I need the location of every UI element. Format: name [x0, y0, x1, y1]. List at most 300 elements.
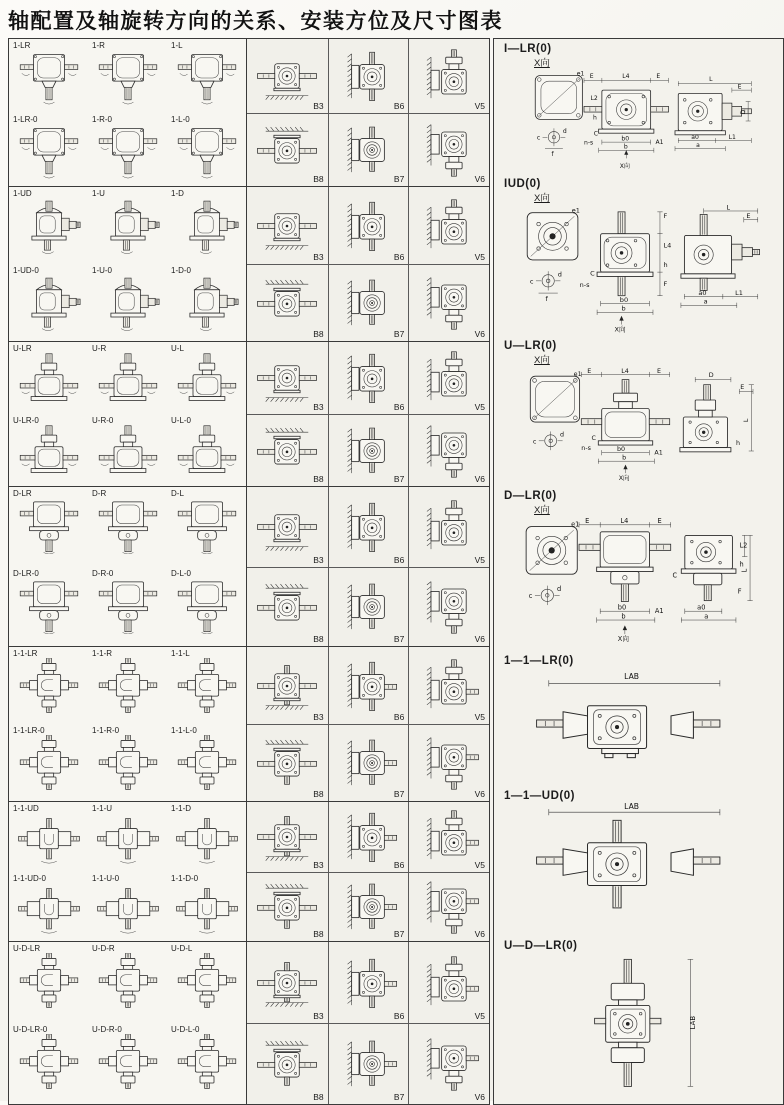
view-direction-label: X向 [534, 505, 550, 516]
config-label: U-R [92, 344, 107, 353]
config-label: 1-D-0 [171, 266, 192, 275]
gearbox-four-way-horizontal-icon [13, 813, 85, 869]
config-label: 1-LR [13, 41, 31, 50]
mounting-position-icon [414, 1037, 484, 1091]
dim-label: E [737, 83, 742, 91]
mounting-cell [328, 872, 409, 942]
config-cell [88, 872, 167, 942]
panel-title: U—D—LR(0) [504, 940, 578, 952]
mount-b8-ceiling-icon [252, 736, 322, 790]
gearbox-unit-icon [92, 198, 164, 254]
mounting-cell [247, 39, 328, 113]
shaft-config-block [9, 187, 246, 341]
gearbox-unit-icon [92, 735, 164, 791]
dim-label: L2 [739, 541, 748, 550]
mounting-label: B3 [313, 554, 324, 565]
dim-label: h [663, 260, 668, 269]
config-cell [167, 39, 246, 113]
mount-v5-wall-icon [414, 659, 484, 713]
page-title: 轴配置及轴旋转方向的关系、安装方位及尺寸图表 [8, 10, 503, 33]
config-cell [167, 187, 246, 264]
gearbox-unit-icon [92, 353, 164, 409]
mounting-label: B3 [313, 100, 324, 111]
mounting-position-icon [252, 1037, 322, 1091]
gearbox-top-lr-down-icon [13, 50, 85, 106]
config-cell [167, 942, 246, 1023]
gearbox-unit-icon [13, 735, 85, 791]
config-cell [9, 187, 88, 264]
dim-label: L4 [621, 366, 629, 375]
mounting-position-icon [333, 1037, 403, 1091]
gearbox-down-lr-icon [13, 578, 85, 634]
dim-label: E [656, 72, 661, 80]
mounting-label: B6 [393, 1011, 405, 1021]
gearbox-unit-icon [171, 275, 243, 331]
gearbox-down-lr-icon [13, 498, 85, 554]
mounting-position-icon [252, 49, 322, 103]
config-cell [88, 113, 167, 187]
mounting-position-icon [252, 199, 322, 253]
mounting-block [246, 647, 489, 801]
mounting-cell [247, 647, 328, 724]
gearbox-unit-icon [92, 50, 164, 106]
gearbox-unit-icon [171, 813, 243, 869]
config-label: 1-U [92, 189, 105, 198]
config-group-row [9, 801, 489, 941]
panel-title: D—LR(0) [504, 490, 557, 502]
dim-label: D [708, 371, 714, 380]
gearbox-four-way-horizontal-icon [171, 883, 243, 939]
dim-label: d [557, 270, 562, 279]
config-cell [167, 113, 246, 187]
dim-label: b [623, 143, 628, 151]
mount-b3-floor-icon [252, 500, 322, 554]
mount-b6-wall-icon [333, 199, 403, 253]
gearbox-unit-icon [92, 578, 164, 634]
mounting-position-icon [333, 500, 403, 554]
config-label: D-R-0 [92, 568, 114, 578]
config-cell [167, 414, 246, 486]
mount-v6-wall-icon [414, 123, 484, 177]
gearbox-top-lr-down-icon [171, 50, 243, 106]
mount-v5-wall-icon [414, 351, 484, 405]
gearbox-unit-icon [171, 498, 243, 554]
gearbox-unit-icon [171, 883, 243, 939]
config-cell [167, 342, 246, 414]
mounting-cell [408, 647, 489, 724]
config-label: 1-UD [13, 189, 32, 198]
config-label: 1-1-D [171, 804, 192, 813]
mounting-label: B7 [393, 474, 405, 484]
mount-b7-wall-icon [333, 276, 403, 330]
dimension-drawing [504, 516, 781, 650]
mounting-label: B3 [313, 859, 324, 870]
dim-label: E [746, 211, 751, 220]
mounting-label: B6 [393, 554, 405, 565]
mount-b3-floor-icon [252, 659, 322, 713]
dim-label: d [556, 584, 562, 593]
config-label: U-D-R [92, 944, 115, 953]
gearbox-side-right-icon [171, 275, 243, 331]
mounting-position-icon [333, 351, 403, 405]
mount-v6-wall-icon [414, 424, 484, 478]
mounting-cell [408, 113, 489, 187]
mounting-position-icon [414, 880, 484, 934]
gearbox-down-lr-icon [92, 498, 164, 554]
mounting-label: B8 [313, 929, 324, 939]
dim-label: A1 [655, 138, 664, 146]
gearbox-unit-icon [171, 353, 243, 409]
dimension-drawing [504, 667, 781, 785]
config-label: 1-1-LR [13, 649, 38, 658]
mounting-label: V6 [474, 174, 485, 184]
config-group-row [9, 341, 489, 486]
dimension-scene [504, 802, 781, 935]
diagram-board [8, 38, 784, 1105]
config-cell [167, 647, 246, 724]
panel-title: 1—1—UD(0) [504, 790, 575, 802]
config-cell [9, 264, 88, 341]
gearbox-four-way-vertical-icon [171, 1034, 243, 1090]
mounting-cell [247, 1023, 328, 1104]
dim-label: e1 [573, 370, 582, 379]
dim-label: a [703, 297, 708, 306]
mount-v6-wall-icon [414, 276, 484, 330]
mount-v5-wall-icon [414, 49, 484, 103]
config-cell [9, 1023, 88, 1104]
dim-label: f [551, 150, 554, 158]
mounting-label: B8 [313, 474, 324, 484]
mounting-label: B8 [313, 789, 324, 799]
mounting-cell [328, 264, 409, 341]
dim-label: b0 [617, 445, 626, 453]
config-cell [88, 39, 167, 113]
mounting-cell [408, 487, 489, 567]
mount-v6-wall-icon [414, 580, 484, 634]
mounting-position-icon [252, 580, 322, 634]
mounting-cell [408, 187, 489, 264]
mounting-label: V5 [474, 100, 485, 111]
dim-label: c [532, 437, 537, 446]
mounting-cell [247, 113, 328, 187]
dimension-drawing [504, 204, 781, 335]
mount-b8-ceiling-icon [252, 880, 322, 934]
gearbox-four-way-horizontal-icon [13, 883, 85, 939]
panel-title: IUD(0) [504, 178, 541, 190]
config-label: 1-LR-0 [13, 114, 38, 124]
gearbox-unit-icon [13, 353, 85, 409]
dim-label: b0 [617, 603, 627, 612]
dimension-panel [494, 936, 783, 1104]
mounting-label: B3 [313, 712, 324, 722]
mounting-position-icon [414, 810, 484, 864]
mount-v5-wall-icon [414, 956, 484, 1010]
mounting-cell [328, 724, 409, 801]
mounting-block [246, 942, 489, 1104]
mounting-position-icon [333, 956, 403, 1010]
gearbox-side-right-icon [13, 198, 85, 254]
mount-b8-ceiling-icon [252, 123, 322, 177]
mount-b8-ceiling-icon [252, 1037, 322, 1091]
mount-b3-floor-icon [252, 199, 322, 253]
config-label: D-L-0 [171, 568, 192, 578]
config-label: U-L-0 [171, 416, 192, 425]
dim-label: X向 [619, 163, 630, 171]
gearbox-side-right-icon [13, 275, 85, 331]
mounting-label: V5 [474, 1011, 485, 1021]
mounting-position-icon [252, 956, 322, 1010]
mounting-cell [328, 113, 409, 187]
mounting-block [246, 342, 489, 486]
config-group-row [9, 39, 489, 186]
config-label: U-LR [13, 344, 32, 353]
config-cell [167, 872, 246, 942]
dim-label: X向 [618, 473, 630, 482]
dimension-panel [494, 786, 783, 936]
dimension-drawing [504, 69, 781, 173]
mounting-cell [247, 802, 328, 872]
shaft-config-block [9, 487, 246, 646]
mounting-label: V5 [474, 252, 485, 262]
config-cell [167, 802, 246, 872]
mounting-cell [247, 872, 328, 942]
gearbox-four-way-vertical-icon [13, 1034, 85, 1090]
mount-b3-floor-icon [252, 49, 322, 103]
mounting-position-icon [252, 810, 322, 864]
mounting-position-icon [333, 424, 403, 478]
shaft-config-block [9, 942, 246, 1104]
config-cell [88, 802, 167, 872]
config-label: 1-UD-0 [13, 266, 39, 275]
mounting-position-icon [333, 736, 403, 790]
config-label: U-L [171, 344, 184, 353]
mounting-label: B6 [393, 252, 405, 262]
dim-label: n-s [584, 139, 594, 147]
mounting-position-icon [333, 810, 403, 864]
config-cell [9, 724, 88, 801]
config-label: 1-1-U-0 [92, 873, 120, 883]
dimension-scene [504, 204, 781, 335]
mount-v6-wall-icon [414, 880, 484, 934]
config-label: 1-R [92, 41, 105, 50]
dimension-drawing [504, 952, 781, 1103]
mount-b8-ceiling-icon [252, 276, 322, 330]
config-cell [167, 724, 246, 801]
mounting-label: B6 [393, 712, 405, 722]
config-cell [9, 39, 88, 113]
mounting-label: B7 [393, 329, 405, 339]
gearbox-up-lr-icon [92, 425, 164, 481]
config-label: U-D-LR [13, 944, 41, 953]
config-cell [9, 567, 88, 647]
mounting-block [246, 39, 489, 186]
mount-b8-ceiling-icon [252, 424, 322, 478]
mounting-label: B7 [393, 789, 405, 799]
dim-label: E [657, 517, 662, 526]
mounting-cell [247, 187, 328, 264]
mounting-position-icon [414, 276, 484, 330]
config-group-row [9, 486, 489, 646]
mounting-position-icon [252, 276, 322, 330]
mounting-position-icon [414, 351, 484, 405]
dim-label: b0 [621, 135, 630, 143]
gearbox-down-lr-icon [171, 578, 243, 634]
config-label: D-L [171, 489, 184, 498]
config-cell [88, 414, 167, 486]
mounting-cell [247, 264, 328, 341]
gearbox-unit-icon [13, 275, 85, 331]
mounting-position-icon [414, 736, 484, 790]
dim-label: h [739, 560, 744, 569]
config-label: 1-1-UD-0 [13, 873, 46, 883]
dim-label: D [739, 109, 747, 115]
dim-label: a0 [697, 603, 706, 612]
mounting-block [246, 802, 489, 941]
mounting-label: V6 [474, 789, 485, 799]
config-cell [9, 414, 88, 486]
dim-label: c [528, 591, 533, 600]
gearbox-unit-icon [13, 50, 85, 106]
dim-label: E [656, 366, 661, 375]
mounting-position-icon [333, 276, 403, 330]
gearbox-unit-icon [171, 953, 243, 1009]
mounting-position-icon [252, 351, 322, 405]
dim-label: f [545, 294, 548, 303]
dim-label: L1 [735, 288, 743, 297]
panel-title: 1—1—LR(0) [504, 655, 574, 667]
dim-label: L4 [620, 517, 629, 526]
gearbox-unit-icon [92, 124, 164, 180]
mount-b3-floor-icon [252, 956, 322, 1010]
mount-b3-floor-icon [252, 351, 322, 405]
mounting-label: V6 [474, 634, 485, 644]
gearbox-four-way-horizontal-icon [92, 883, 164, 939]
dimension-panel-column [493, 38, 784, 1105]
gearbox-unit-icon [171, 1034, 243, 1090]
shaft-config-block [9, 647, 246, 801]
mounting-position-icon [414, 659, 484, 713]
gearbox-top-lr-down-icon [92, 124, 164, 180]
mounting-label: B8 [313, 1092, 324, 1102]
mounting-position-icon [252, 659, 322, 713]
mount-b6-wall-icon [333, 810, 403, 864]
gearbox-up-lr-icon [171, 353, 243, 409]
gearbox-up-lr-icon [92, 353, 164, 409]
mounting-cell [408, 1023, 489, 1104]
config-cell [88, 567, 167, 647]
mounting-position-icon [414, 956, 484, 1010]
mount-v6-wall-icon [414, 736, 484, 790]
config-label: U-D-LR-0 [13, 1025, 48, 1034]
config-label: U-D-R-0 [92, 1025, 122, 1034]
mount-v5-wall-icon [414, 500, 484, 554]
mounting-block [246, 487, 489, 646]
dim-label: d [560, 430, 565, 439]
gearbox-unit-icon [13, 578, 85, 634]
dimension-panel [494, 39, 783, 174]
dim-label: X向 [614, 325, 626, 334]
dim-label: c [536, 134, 541, 142]
gearbox-unit-icon [171, 658, 243, 714]
mounting-cell [328, 414, 409, 486]
dim-label: e1 [571, 206, 580, 215]
mounting-cell [328, 647, 409, 724]
gearbox-unit-icon [92, 425, 164, 481]
gearbox-four-way-vertical-icon [13, 658, 85, 714]
dim-label: b0 [619, 295, 629, 304]
dim-label: E [589, 72, 594, 80]
mounting-label: V5 [474, 554, 485, 565]
config-label: 1-1-LR-0 [13, 726, 45, 735]
mounting-position-icon [252, 123, 322, 177]
config-label: 1-1-D-0 [171, 873, 199, 883]
dim-label: F [663, 280, 668, 289]
config-label: 1-R-0 [92, 114, 113, 124]
mounting-position-icon [252, 500, 322, 554]
mounting-label: B7 [393, 174, 405, 184]
dim-label: n-s [579, 280, 590, 289]
dim-label: n-s [581, 444, 591, 453]
dim-label: F [737, 587, 742, 596]
dim-label: C [590, 269, 595, 278]
mounting-cell [328, 39, 409, 113]
config-cell [88, 342, 167, 414]
mounting-label: V6 [474, 329, 485, 339]
mounting-cell [408, 567, 489, 647]
dim-label: L [726, 204, 730, 212]
mounting-cell [328, 942, 409, 1023]
dimension-scene [504, 952, 781, 1103]
gearbox-unit-icon [171, 124, 243, 180]
mounting-position-icon [414, 500, 484, 554]
mounting-position-icon [333, 580, 403, 634]
dimension-panel [494, 336, 783, 486]
config-cell [88, 487, 167, 567]
dim-label: L2 [590, 94, 598, 102]
mounting-label: V5 [474, 402, 485, 412]
dim-label: E [740, 382, 745, 391]
mounting-label: B7 [393, 929, 405, 939]
dim-label: A1 [654, 448, 663, 457]
dimension-drawing [504, 802, 781, 935]
gearbox-unit-icon [13, 883, 85, 939]
dim-label: C [591, 433, 596, 442]
mounting-cell [408, 802, 489, 872]
mounting-label: B7 [393, 1092, 405, 1102]
mounting-label: B6 [393, 859, 405, 870]
dim-label: LAB [624, 802, 640, 812]
gearbox-down-lr-icon [92, 578, 164, 634]
mounting-position-icon [414, 49, 484, 103]
gearbox-side-right-icon [171, 198, 243, 254]
config-label: U-LR-0 [13, 416, 39, 425]
mount-b7-wall-icon [333, 424, 403, 478]
dimension-drawing [504, 366, 781, 485]
dim-label: LAB [688, 1015, 697, 1030]
mounting-label: V5 [474, 859, 485, 870]
mounting-label: B6 [393, 402, 405, 412]
mounting-position-icon [414, 580, 484, 634]
dimension-scene [504, 366, 781, 485]
dim-label: L [709, 76, 713, 84]
dim-label: h [592, 114, 597, 122]
gearbox-four-way-horizontal-icon [92, 813, 164, 869]
config-label: 1-1-L-0 [171, 726, 197, 735]
config-label: 1-1-UD [13, 804, 39, 813]
mount-b3-floor-icon [252, 810, 322, 864]
mounting-cell [328, 802, 409, 872]
mounting-label: B8 [313, 174, 324, 184]
